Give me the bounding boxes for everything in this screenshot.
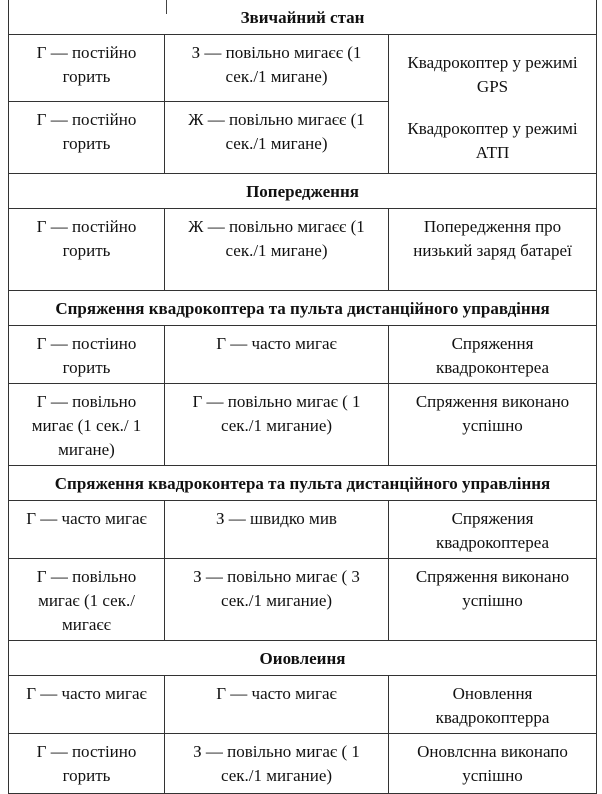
section-header-row <box>9 465 597 500</box>
section-header-row <box>9 173 597 208</box>
front-led-cell: Ж — повільно мигаєє (1 сек./1 мигане) <box>165 208 389 290</box>
status-cell: Оновлснна виконапо успішно <box>389 733 597 793</box>
led-status-table <box>8 0 597 794</box>
status-cell: Попередження про низький заряд батареї <box>389 208 597 290</box>
status-cell: Спряження квадроконтереа <box>389 325 597 383</box>
section-title-pairing: Спряження квадрокоптера та пульта дистанційного управдіння <box>9 290 597 325</box>
table-row <box>9 500 597 558</box>
status-cell: Спряжения квадрокоптереа <box>389 500 597 558</box>
section-header-row <box>9 0 597 35</box>
section-header-row <box>9 290 597 325</box>
status-cell: Оновлення квадрокоптерра <box>389 675 597 733</box>
rear-led-cell: Г — повільно мигає (1 сек./ 1 мигане) <box>9 383 165 465</box>
section-title-warning: Попередження <box>9 173 597 208</box>
section-title-pairing-2: Спряження квадроконтера та пульта дистанційного управління <box>9 465 597 500</box>
front-led-cell: З — повільно мигає ( 3 сек./1 мигание) <box>165 558 389 640</box>
front-led-cell: Г — часто мигає <box>165 675 389 733</box>
front-led-cell: Ж — повільно мигаєє (1 сек./1 мигане) <box>165 101 389 173</box>
rear-led-cell: Г — постійно горить <box>9 101 165 173</box>
rear-led-cell: Г — постіино горить <box>9 733 165 793</box>
status-cell: Квадрокоптер у режимі GPS <box>389 35 597 102</box>
front-led-cell: З — повільно мигаєє (1 сек./1 мигане) <box>165 35 389 102</box>
rear-led-cell: Г — часто мигає <box>9 675 165 733</box>
status-cell: Спряження виконано успішно <box>389 558 597 640</box>
rear-led-cell: Г — часто мигає <box>9 500 165 558</box>
section-title-normal: Звичайний стан <box>9 0 597 35</box>
rear-led-cell: Г — постійно горить <box>9 35 165 102</box>
table-row <box>9 558 597 640</box>
section-title-update: Оиовлеиня <box>9 640 597 675</box>
front-led-cell: З — повільно мигає ( 1 сек./1 мигание) <box>165 733 389 793</box>
front-led-cell: Г — повільно мигає ( 1 сек./1 мигание) <box>165 383 389 465</box>
rear-led-cell: Г — постійно горить <box>9 208 165 290</box>
front-led-cell: Г — часто мигає <box>165 325 389 383</box>
table-row <box>9 383 597 465</box>
rear-led-cell: Г — повільно мигає (1 сек./ мигаєє <box>9 558 165 640</box>
table-row <box>9 733 597 793</box>
rear-led-cell: Г — постіино горить <box>9 325 165 383</box>
table-row <box>9 208 597 290</box>
table-row <box>9 325 597 383</box>
front-led-cell: З — швидко мив <box>165 500 389 558</box>
status-cell: Спряження виконано успішно <box>389 383 597 465</box>
status-cell: Квадрокоптер у режимі АТП <box>389 101 597 173</box>
section-header-row <box>9 640 597 675</box>
table-row <box>9 101 597 173</box>
table-row <box>9 35 597 102</box>
table-row <box>9 675 597 733</box>
